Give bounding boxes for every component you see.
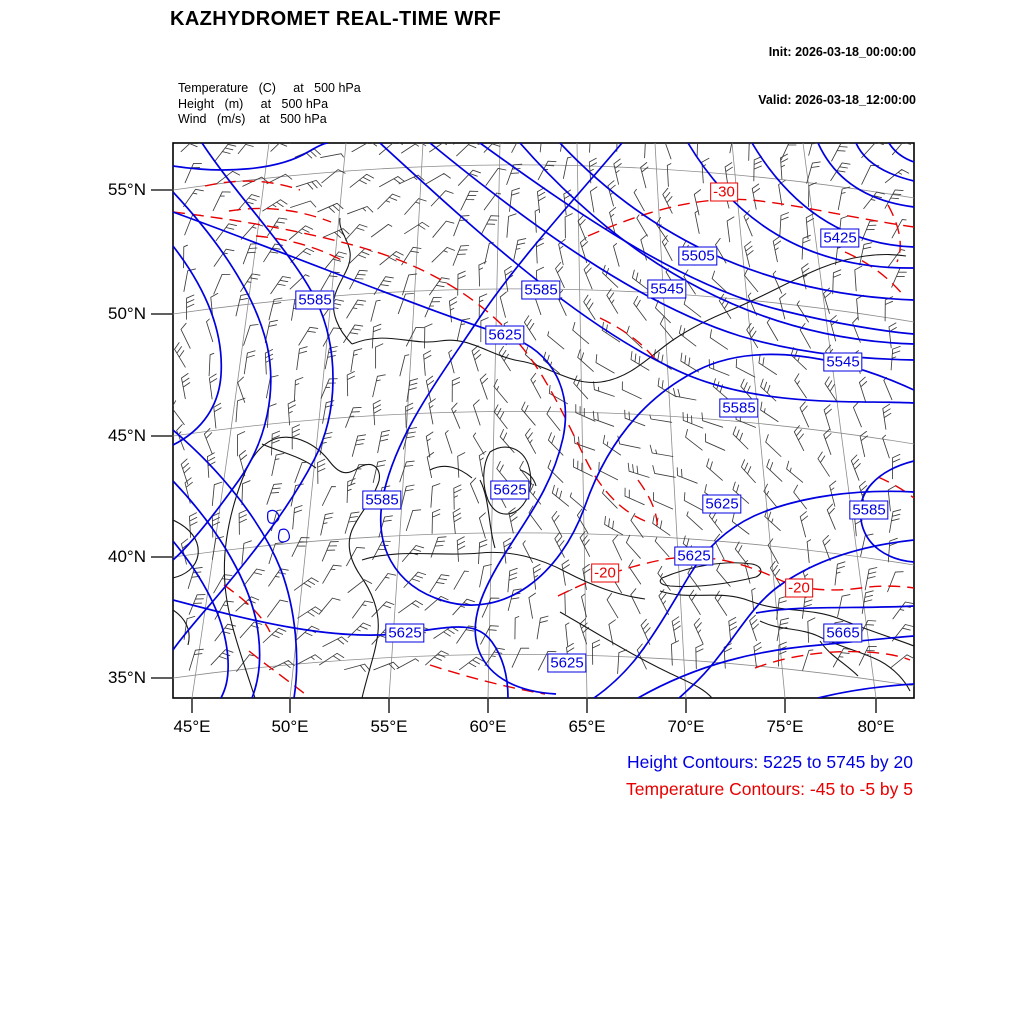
init-time: Init: 2026-03-18_00:00:00 <box>768 45 916 59</box>
height-contour-label: 5625 <box>702 495 741 514</box>
valid-time: Valid: 2026-03-18_12:00:00 <box>758 93 916 107</box>
height-contour-label: 5625 <box>547 654 586 673</box>
field-info-line: Wind (m/s) at 500 hPa <box>178 112 327 126</box>
height-contour-label: 5545 <box>647 280 686 299</box>
lon-tick-label: 60°E <box>469 717 507 736</box>
map-canvas <box>173 143 914 698</box>
lon-tick-label: 75°E <box>766 717 804 736</box>
height-contour-label: 5625 <box>490 481 529 500</box>
page-title: KAZHYDROMET REAL-TIME WRF <box>170 8 502 30</box>
lon-tick-label: 45°E <box>173 717 211 736</box>
lat-tick-label: 35°N <box>108 668 146 687</box>
height-contour-label: 5665 <box>823 624 862 643</box>
lat-tick-label: 40°N <box>108 547 146 566</box>
temperature-contour-label: -20 <box>785 579 813 598</box>
field-info-line: Temperature (C) at 500 hPa <box>178 81 361 95</box>
height-contour-label: 5505 <box>678 247 717 266</box>
height-contour-legend: Height Contours: 5225 to 5745 by 20 <box>626 752 913 772</box>
height-contour-label: 5585 <box>849 501 888 520</box>
height-contour-label: 5585 <box>362 491 401 510</box>
height-contour-label: 5625 <box>385 624 424 643</box>
weather-map <box>173 143 914 698</box>
height-contour-label: 5585 <box>295 291 334 310</box>
height-contour-label: 5585 <box>719 399 758 418</box>
temperature-contour-label: -20 <box>591 564 619 583</box>
lat-tick-label: 50°N <box>108 304 146 323</box>
height-contour-label: 5585 <box>521 281 560 300</box>
field-info-line: Height (m) at 500 hPa <box>178 96 329 111</box>
lat-tick-label: 55°N <box>108 180 146 199</box>
lat-tick-label: 45°N <box>108 426 146 445</box>
height-contour-label: 5545 <box>823 353 862 372</box>
temperature-contour-label: -30 <box>710 183 738 202</box>
lon-tick-label: 80°E <box>857 717 895 736</box>
lon-tick-label: 65°E <box>568 717 606 736</box>
height-contour-label: 5425 <box>820 229 859 248</box>
temperature-contour-legend: Temperature Contours: -45 to -5 by 5 <box>626 779 913 799</box>
height-contour-label: 5625 <box>485 326 524 345</box>
lon-tick-label: 55°E <box>370 717 408 736</box>
lon-tick-label: 50°E <box>271 717 309 736</box>
height-contour-label: 5625 <box>674 547 713 566</box>
lon-tick-label: 70°E <box>667 717 705 736</box>
